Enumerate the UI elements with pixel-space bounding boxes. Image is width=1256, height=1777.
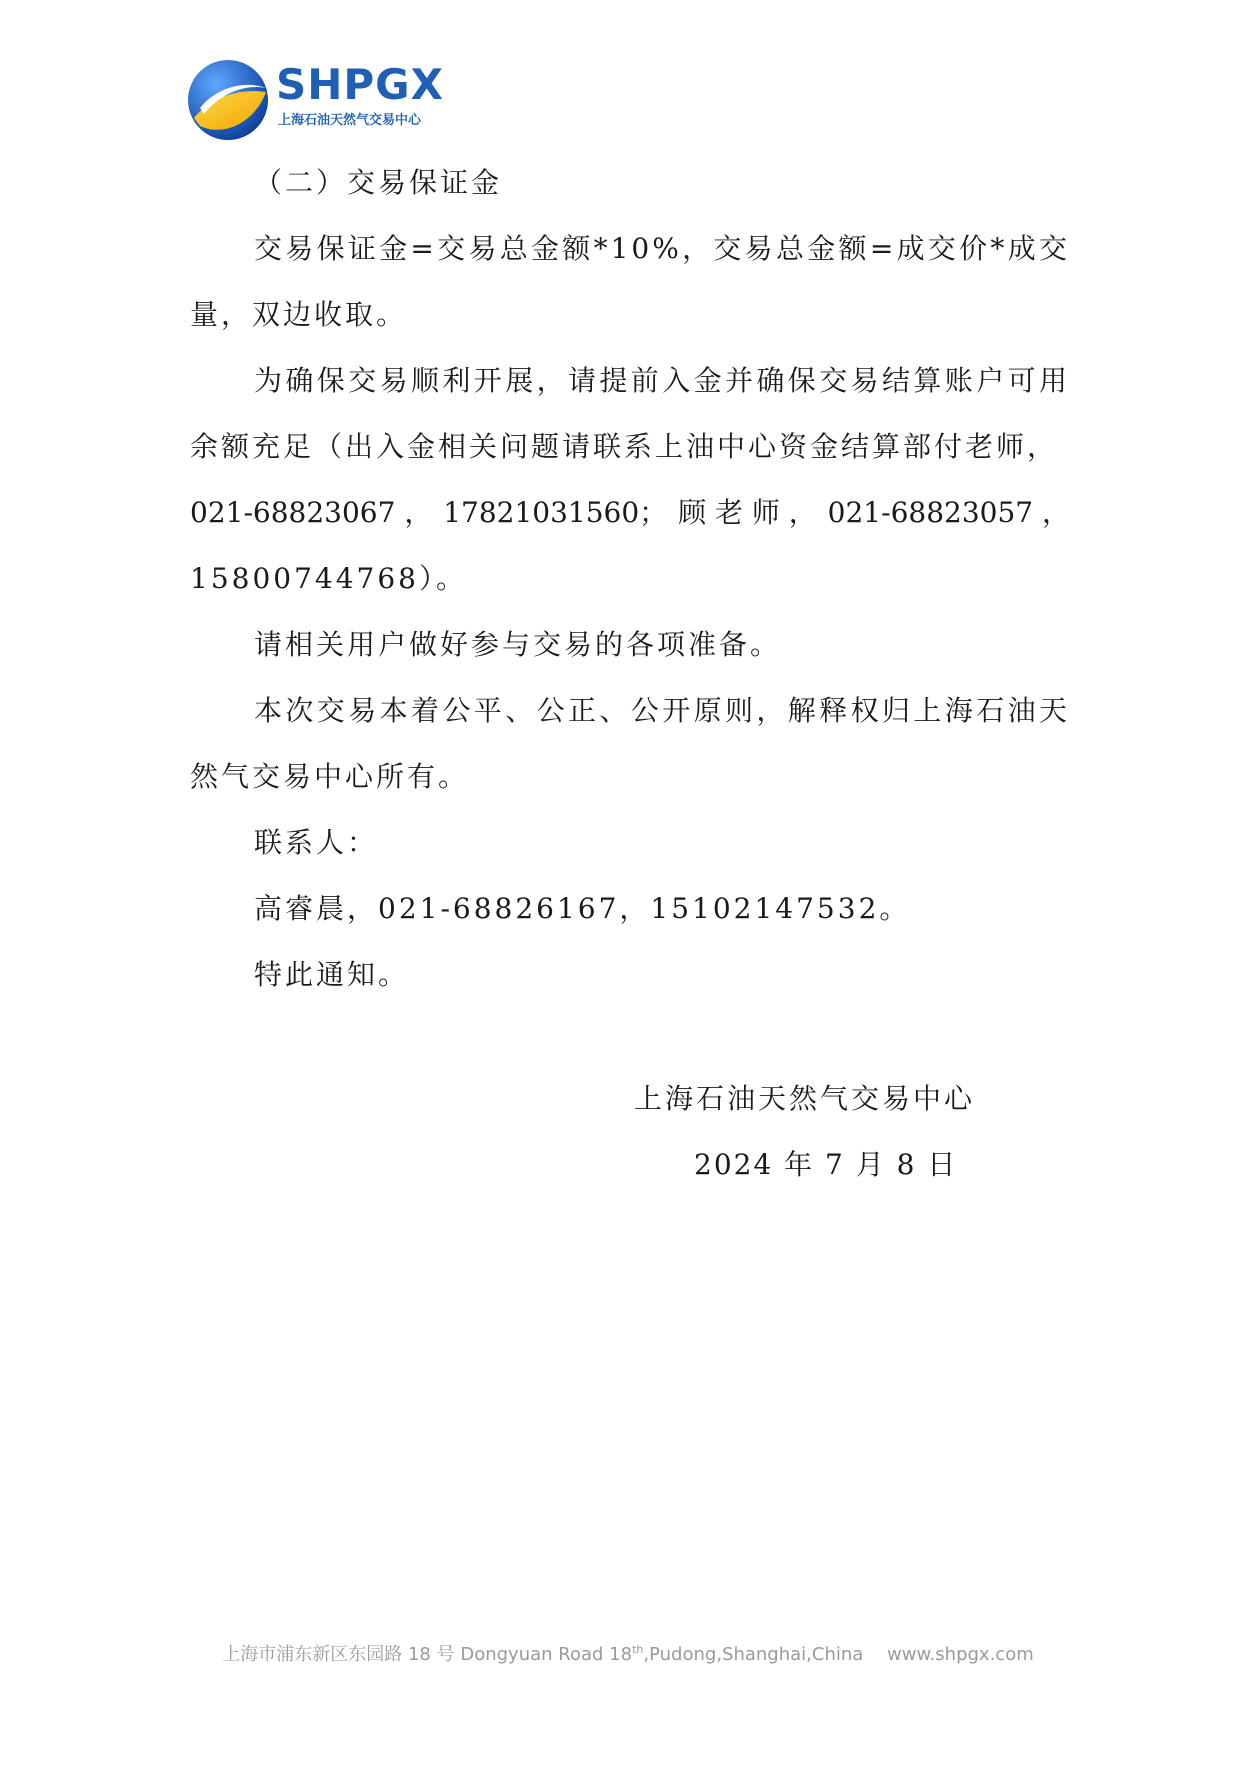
notice-body xyxy=(190,150,1070,1008)
margin-formula-paragraph: 交易保证金=交易总金额*10%，交易总金额=成交价*成交量，双边收取。 xyxy=(190,232,1070,331)
section-heading: （二）交易保证金 xyxy=(254,166,503,199)
footer-address-en xyxy=(460,1644,863,1665)
footer-address-cn: 上海市浦东新区东园路 18 号 xyxy=(222,1644,455,1665)
prepare-notice-paragraph: 请相关用户做好参与交易的各项准备。 xyxy=(254,628,782,661)
principle-notice-paragraph: 本次交易本着公平、公正、公开原则，解释权归上海石油天然气交易中心所有。 xyxy=(190,694,1070,793)
shpgx-logo-icon xyxy=(186,58,270,142)
phone-number: 021-68823057 ， xyxy=(827,496,1070,529)
phone-contacts-line xyxy=(190,480,1070,546)
funding-notice-paragraph: 为确保交易顺利开展，请提前入金并确保交易结算账户可用余额充足（出入金相关问题请联系上油中心资金结算部付老师， xyxy=(190,364,1070,463)
closing-line: 特此通知。 xyxy=(254,958,410,991)
footer-address-en-main: Dongyuan Road 18 xyxy=(460,1644,633,1665)
footer-website-link[interactable]: www.shpgx.com xyxy=(887,1644,1034,1665)
footer-address-en-rest: ,Pudong,Shanghai,China xyxy=(643,1644,864,1665)
contact-detail: 高睿晨，021-68826167，15102147532。 xyxy=(254,892,911,925)
logo-brand-text: SHPGX xyxy=(276,60,445,109)
page-footer xyxy=(0,1640,1256,1666)
phone-last-line: 15800744768）。 xyxy=(190,562,467,595)
footer-address-en-sup: th xyxy=(632,1643,644,1656)
contact-label: 联系人： xyxy=(254,826,379,859)
shpgx-logo xyxy=(186,56,446,140)
contact-name: 顾 老 师 ， xyxy=(678,496,817,529)
phone-number: 021-68823067 ， xyxy=(190,496,433,529)
logo-subtitle: 上海石油天然气交易中心 xyxy=(278,113,422,128)
signature-organization: 上海石油天然气交易中心 xyxy=(634,1082,976,1115)
signature-date: 2024 年 7 月 8 日 xyxy=(694,1148,958,1181)
phone-number: 17821031560； xyxy=(443,496,668,529)
